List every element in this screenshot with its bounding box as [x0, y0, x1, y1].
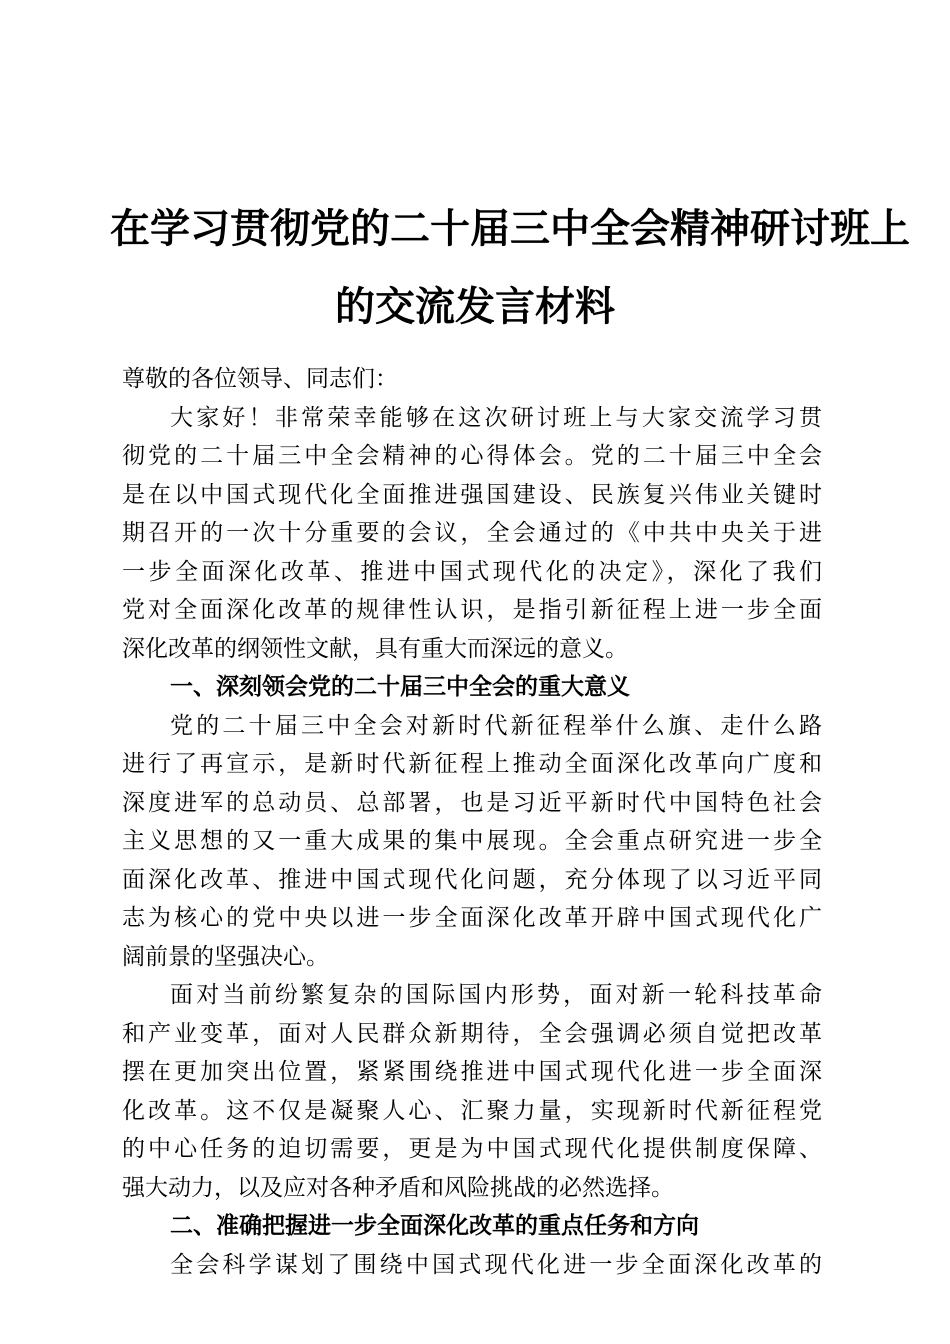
- body-line: 深度进军的总动员、总部署，也是习近平新时代中国特色社会: [122, 789, 822, 816]
- body-line: 化改革。这不仅是凝聚人心、汇聚力量，实现新时代新征程党: [122, 1097, 822, 1124]
- title-line-1: 在学习贯彻党的二十届三中全会精神研讨班上: [110, 205, 910, 252]
- document-title: [110, 190, 910, 346]
- body-line: 全会科学谋划了围绕中国式现代化进一步全面深化改革的: [170, 1251, 822, 1278]
- body-line: 期召开的一次十分重要的会议，全会通过的《中共中央关于进: [122, 520, 822, 546]
- body-line: 的中心任务的迫切需要，更是为中国式现代化提供制度保障、: [122, 1136, 822, 1162]
- body-line: 面对当前纷繁复杂的国际国内形势，面对新一轮科技革命: [170, 982, 822, 1008]
- section-heading-1: 一、深刻领会党的二十届三中全会的重大意义: [170, 674, 630, 700]
- body-line: 一步全面深化改革、推进中国式现代化的决定》，深化了我们: [122, 558, 822, 585]
- body-line: 是在以中国式现代化全面推进强国建设、民族复兴伟业关键时: [122, 481, 822, 508]
- body-line: 党的二十届三中全会对新时代新征程举什么旗、走什么路: [170, 712, 822, 739]
- body-line: 志为核心的党中央以进一步全面深化改革开辟中国式现代化广: [122, 905, 822, 931]
- title-line-2: 的交流发言材料: [335, 283, 615, 330]
- body-line: 强大动力，以及应对各种矛盾和风险挑战的必然选择。: [122, 1174, 674, 1201]
- body-line: 阔前景的坚强决心。: [122, 943, 329, 970]
- section-heading-2: 二、准确把握进一步全面深化改革的重点任务和方向: [170, 1213, 699, 1239]
- body-line: 主义思想的又一重大成果的集中展现。全会重点研究进一步全: [122, 828, 822, 854]
- body-line: 大家好！非常荣幸能够在这次研讨班上与大家交流学习贯: [170, 404, 822, 431]
- body-line: 面深化改革、推进中国式现代化问题，充分体现了以习近平同: [122, 866, 822, 893]
- salutation: 尊敬的各位领导、同志们：: [122, 366, 398, 392]
- body-line: 彻党的二十届三中全会精神的心得体会。党的二十届三中全会: [122, 443, 822, 469]
- body-line: 进行了再宣示，是新时代新征程上推动全面深化改革向广度和: [122, 751, 822, 777]
- document-body: [122, 360, 822, 1284]
- body-line: 党对全面深化改革的规律性认识，是指引新征程上进一步全面: [122, 597, 822, 623]
- body-line: 和产业变革，面对人民群众新期待，全会强调必须自觉把改革: [122, 1020, 822, 1047]
- body-line: 摆在更加突出位置，紧紧围绕推进中国式现代化进一步全面深: [122, 1059, 822, 1085]
- body-line: 深化改革的纲领性文献，具有重大而深远的意义。: [122, 635, 628, 662]
